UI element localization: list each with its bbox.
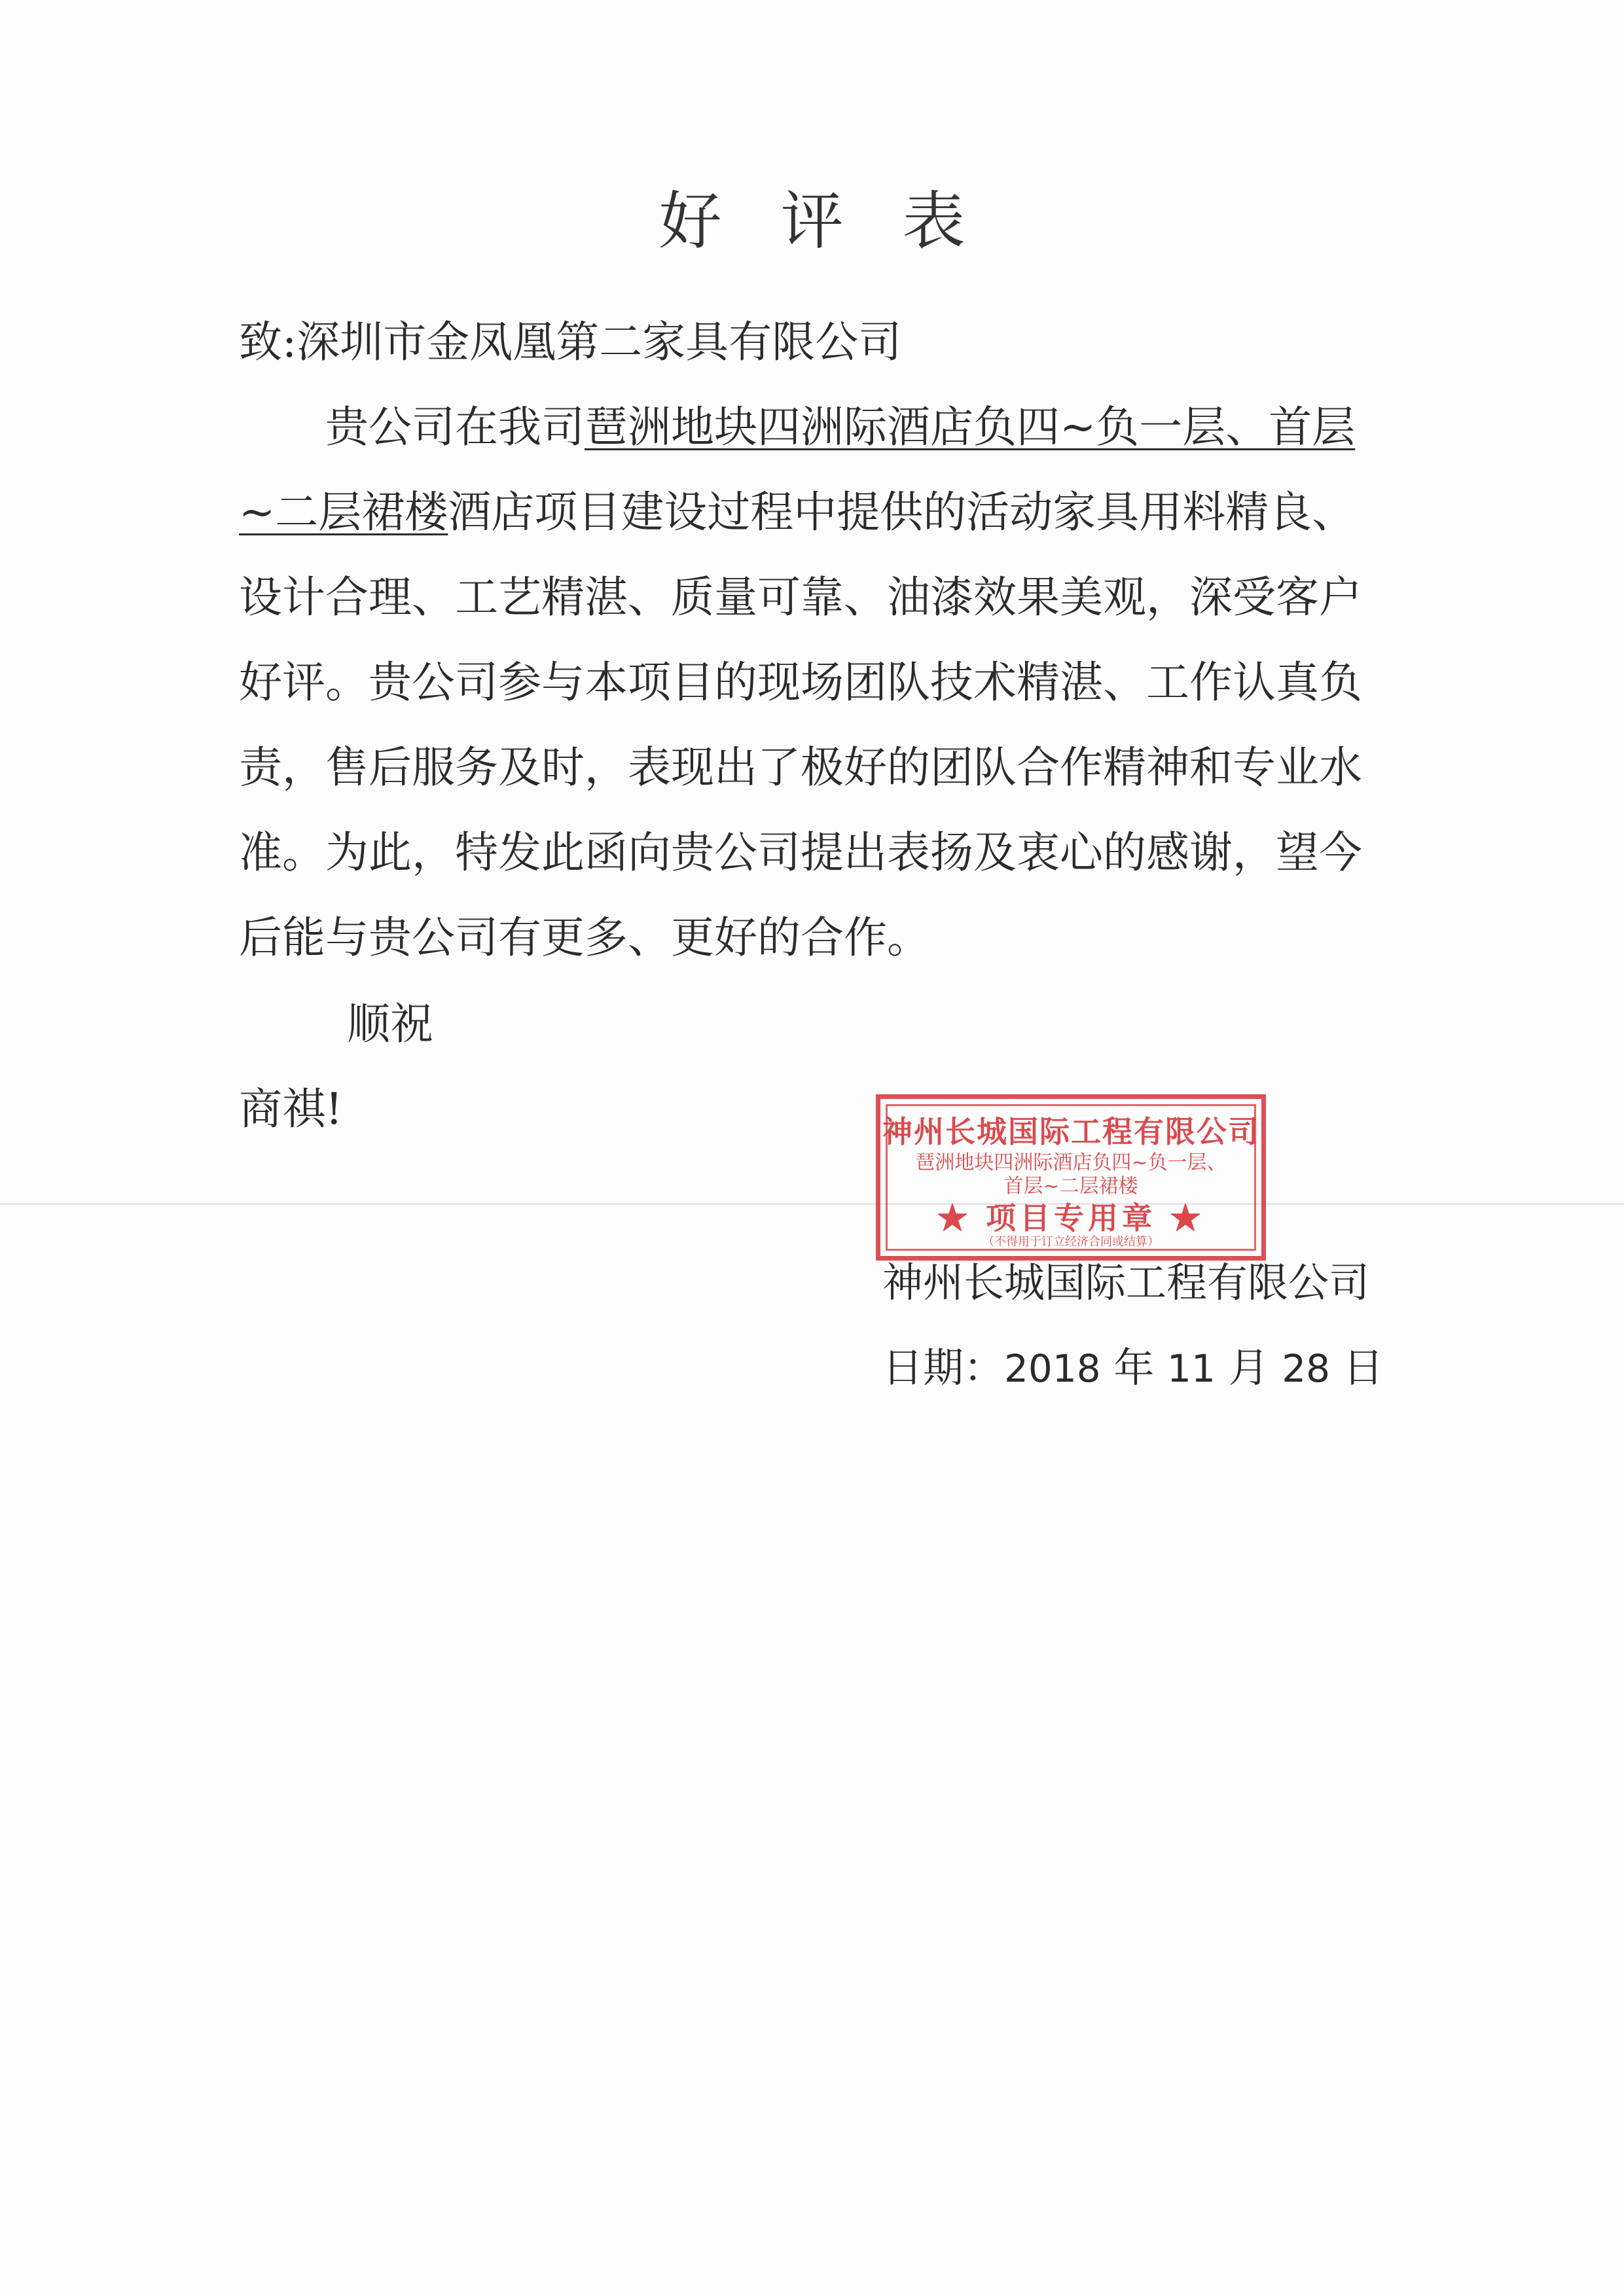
closing-greeting: 顺祝 — [347, 999, 433, 1049]
date-month-unit: 月 — [1215, 1344, 1282, 1391]
date-line — [882, 1325, 1384, 1411]
seal-note: （不得用于订立经济合同或结算） — [983, 1235, 1159, 1249]
date-year: 2018 — [1004, 1346, 1101, 1391]
seal-project-line-1: 琶洲地块四洲际酒店负四~负一层、 — [915, 1151, 1227, 1174]
paragraph-1-prefix: 贵公司在我司 — [325, 402, 585, 452]
seal-purpose: ★ 项目专用章 ★ — [937, 1200, 1205, 1236]
closing-wish: 商祺! — [239, 1084, 343, 1134]
date-day-unit: 日 — [1330, 1344, 1384, 1391]
date-year-unit: 年 — [1100, 1344, 1168, 1391]
date-month: 11 — [1167, 1346, 1216, 1391]
company-seal-stamp — [876, 1094, 1266, 1261]
paragraph-1-rest: 酒店项目建设过程中提供的活动家具用料精良、设计合理、工艺精湛、质量可靠、油漆效果美观，深受客户好评。贵公司参与本项目的现场团队技术精湛、工作认真负责，售后服务及时，表现出了极好的团队合作精神和专业水准。 — [239, 487, 1362, 878]
date-day: 28 — [1282, 1346, 1331, 1391]
signer-name: 神州长城国际工程有限公司 — [882, 1259, 1370, 1306]
body-paragraph-2: 为此，特发此函向贵公司提出表扬及衷心的感谢，望今后能与贵公司有更多、更好的合作。 — [239, 827, 1362, 963]
seal-company-name: 神州长城国际工程有限公司 — [882, 1114, 1259, 1149]
paper-fold-line — [0, 1203, 1624, 1205]
recipient-line: 致:深圳市金凤凰第二家具有限公司 — [239, 317, 902, 367]
document-title: 好评表 — [659, 185, 1024, 258]
project-name: 琶洲地块四洲际酒店负四~负一层、首层~二层裙楼 — [239, 402, 1356, 537]
seal-project-line-2: 首层~二层裙楼 — [1003, 1175, 1138, 1198]
date-label: 日期： — [882, 1344, 1005, 1391]
